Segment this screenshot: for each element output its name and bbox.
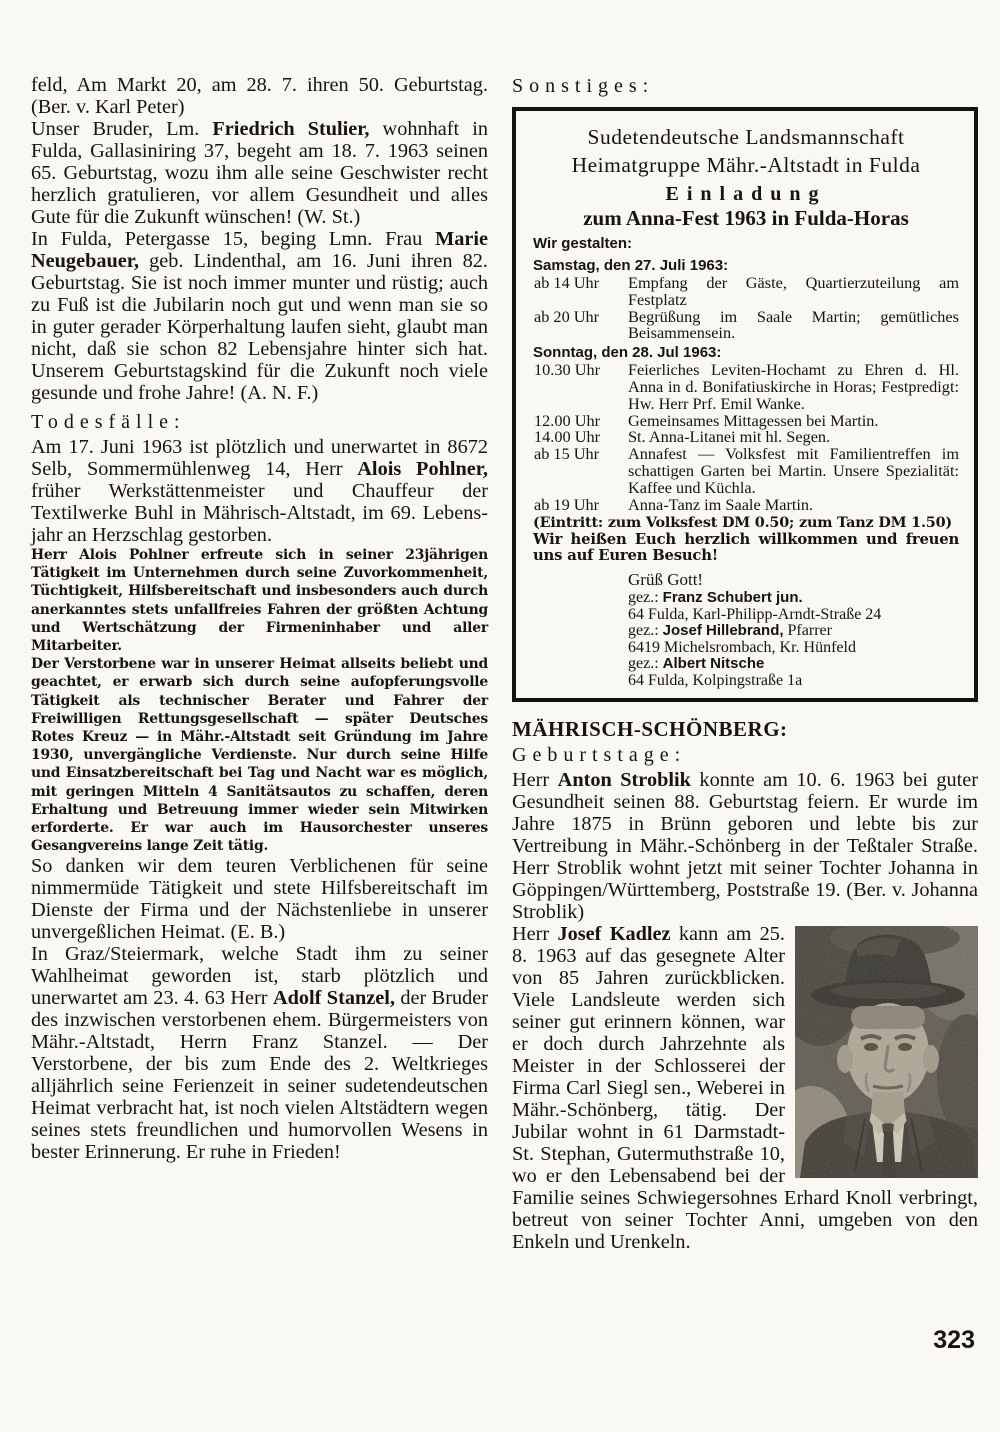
signature-name: Josef Hillebrand, <box>662 622 784 640</box>
paragraph-text: kann am 25. 8. 1963 auf das gesegnete Alter von 85 Jahren zurückblicken. Viele Landsleute werden sich seiner gut erinnern können, war er doch durch Jahrzehnte als Meister in der Schlosserei der Firma Carl Siegl sen., Weberei in Mähr.-Schönberg, tätig. Der Jubilar wohnt in 61 Darmstadt-St. Stephan, Gutermuthstraße 10, wo er den Lebensabend bei der Familie seines Schwiegersohnes Erhard Knoll verbringt, betreut von seiner Tochter Anni, umgeben von den Enkeln und Urenkeln. <box>512 922 978 1253</box>
paragraph-neugebauer-birthday <box>31 228 488 404</box>
signature-address: 6419 Michelsrombach, Kr. Hünfeld <box>628 638 856 656</box>
welcome-text: Wir heißen Euch herzlich willkommen und freuen uns auf Euren Besuch! <box>533 530 959 565</box>
schedule-row <box>533 275 959 309</box>
signature-line <box>628 590 959 607</box>
schedule-text: Begrüßung im Saale Martin; gemütliches Beisammensein. <box>628 306 959 343</box>
left-column <box>31 74 488 1163</box>
invitation-title-line1: Sudetendeutsche Landsmannschaft <box>587 125 905 149</box>
schedule-row <box>533 362 959 412</box>
signature-prefix: gez.: <box>628 655 663 673</box>
person-name-bold: Adolf Stanzel, <box>272 987 395 1010</box>
paragraph-text: konnte am 10. 6. 1963 bei guter Gesundheit seinen 88. Geburtstag feiern. Er wurde im Jahre 1875 in Brünn geboren und lebte bis zur Vertreibung in Mähr.-Schönberg in der Teßtaler Straße. Herr Stroblik wohnt jetzt mit seiner Tochter Johanna in Göppingen/Württemberg, Poststraße 19. (Ber. v. Johanna Stroblik) <box>512 768 979 923</box>
signature-block <box>628 569 959 690</box>
section-heading-maehrisch-schoenberg: MÄHRISCH-SCHÖNBERG: <box>512 716 788 741</box>
schedule-time: ab 19 Uhr <box>534 494 600 514</box>
paragraph-pohlner-thanks: So danken wir dem teuren Verblichenen für seine nimmermüde Tätigkeit und stete Hilfsbereitschaft im Dienste der Firma und der Nächstenliebe in unserer unvergeßlichen Heimat. (E. B.) <box>31 855 488 944</box>
paragraph-text: Am 17. Juni 1963 ist plötzlich und unerwartet in 8672 Selb, Sommermühlenweg 14, Herr <box>31 436 488 480</box>
schedule-time: ab 14 Uhr <box>534 273 600 292</box>
photo-grain-overlay <box>795 926 978 1178</box>
person-name-bold: Josef Kadlez <box>557 922 671 945</box>
schedule-time: 10.30 Uhr <box>534 360 601 380</box>
signature-line <box>628 623 959 640</box>
person-name-bold: Friedrich Stulier, <box>212 118 370 140</box>
schedule-time: 14.00 Uhr <box>534 427 601 447</box>
schedule-time: ab 15 Uhr <box>534 444 600 464</box>
schedule-row <box>533 494 959 514</box>
schedule-text: Empfang der Gäste, Quartierzuteilung am Festplatz <box>628 273 959 309</box>
paragraph-pohlner-obituary <box>31 436 488 546</box>
paragraph-text: geb. Lindenthal, am 16. Juni ihren 82. Geburtstag. Sie ist noch immer munter und rüstig; auch zu Fuß ist die Jubilarin noch gut und wenn man sie so in guter gerader Körperhaltung laufen sieht, glaubt man nicht, daß sie schon 82 Lebensjahre hinter sich hat. Unserem Geburtstagskind für die Zukunft noch viele gesunde und frohe Jahre! (A. N. F.) <box>31 250 488 404</box>
signature-suffix: Pfarrer <box>783 622 832 640</box>
invitation-heading: Einladung <box>665 183 827 205</box>
schedule-day1-heading: Samstag, den 27. Juli 1963: <box>533 257 729 274</box>
paragraph-text: Herr <box>512 768 558 791</box>
paragraph-text: wohnhaft in Fulda, Gallasiniring 37, begeht am 18. 7. 1963 seinen 65. Geburtstag, wozu ihm alle seine Geschwister recht herzlich gratulieren, vor allem Gesundheit und alles Gute für die Zukunft wünschen! (W. St.) <box>31 118 488 228</box>
greeting-gruss-gott: Grüß Gott! <box>628 569 704 589</box>
schedule-row <box>533 446 959 496</box>
schedule-text: Annafest — Volksfest mit Familientreffen im schattigen Garten bei Martin. Unsere Spezialität: Kaffee und Küchla. <box>628 444 959 497</box>
signature-line <box>628 656 959 673</box>
paragraph-text: In Graz/Steiermark, welche Stadt ihm zu seiner Wahlheimat geworden ist, starb plötzlich und unerwartet am 23. 4. 63 Herr <box>31 943 488 1010</box>
paragraph-stanzel-obituary <box>31 943 488 1163</box>
schedule-text: Gemeinsames Mittagessen bei Martin. <box>628 410 879 430</box>
schedule-day2-heading: Sonntag, den 28. Jul 1963: <box>533 344 722 362</box>
admission-note: (Eintritt: zum Volksfest DM 0.50; zum Tanz DM 1.50) <box>533 514 953 532</box>
invitation-title-line2: Heimatgruppe Mähr.-Altstadt in Fulda <box>571 153 921 177</box>
signature-prefix: gez.: <box>628 622 663 640</box>
section-heading-sonstiges: Sonstiges: <box>512 75 655 97</box>
signature-name: Albert Nitsche <box>662 655 765 673</box>
paragraph-text: der Bruder des inzwischen verstorbenen ehem. Bürgermeisters von Mähr.-Altstadt, Herrn Franz Stanzel. — Der Verstorbene, der bis zum Ende des 2. Weltkrieges alljährlich seine Ferienzeit in seiner sudetendeutschen Heimat verbracht hat, ist noch vielen Altstädtern wegen seines stets freundlichen und humorvollen Wesens in bester Erinnerung. Er ruhe in Frieden! <box>31 987 488 1164</box>
schedule-text: St. Anna-Litanei mit hl. Segen. <box>628 427 831 447</box>
paragraph-birthday-continued <box>31 74 488 118</box>
schedule-time: ab 20 Uhr <box>534 306 600 326</box>
paragraph-text: Unser Bruder, Lm. <box>31 118 213 140</box>
invitation-subtitle: zum Anna-Fest 1963 in Fulda-Horas <box>583 206 909 230</box>
schedule-time: 12.00 Uhr <box>534 410 601 430</box>
paragraph-pohlner-tribute-1: Herr Alois Pohlner erfreute sich in seiner 23jährigen Tätigkeit im Unternehmen durch seine Zuvorkommenheit, Tüchtigkeit, Hilfsbereitschaft und insbesonders auch durch anerkanntes stets unfallfreies Fahren der größten Achtung und Wertschätzung der Firmeninhaber und aller Mitarbeiter. <box>31 547 488 655</box>
invitation-lead: Wir gestalten: <box>533 235 633 252</box>
person-name-bold: Marie Neugebauer, <box>31 228 488 272</box>
right-column <box>512 74 978 1253</box>
paragraph-pohlner-tribute-2: Der Verstorbene war in unserer Heimat allseits beliebt und geachtet, er erwarb sich durch seine aufopferungsvolle Tätigkeit als technischer Berater und Fahrer der Freiwilligen Rettungsgesellschaft — später Deutsches Rotes Kreuz — in Mähr.-Altstadt seit Gründung im Jahre 1930, unvergängliche Verdienste. Nur durch seine Hilfe und Einsatzbereitschaft bei Tag und Nacht war es möglich, mit geringen Mitteln 4 Sanitätsautos zu schaffen, deren Erhaltung und Betreuung immer wieder sein Mitwirken erforderte. Er war auch im Hausorchester unseres Gesangvereins lange Zeit tätig. <box>31 656 488 855</box>
signature-name: Franz Schubert jun. <box>662 588 803 606</box>
paragraph-stroblik-birthday <box>512 769 978 923</box>
paragraph-text: feld, Am Markt 20, am 28. 7. ihren 50. Geburtstag. (Ber. v. Karl Peter) <box>31 74 488 118</box>
schedule-text: Anna-Tanz im Saale Martin. <box>628 494 814 514</box>
paragraph-text: Herr <box>512 922 558 945</box>
person-name-bold: Alois Pohlner, <box>357 458 488 480</box>
schedule-text: Feierliches Leviten-Hochamt zu Ehren d. Hl. Anna in d. Bonifatiuskirche in Horas; Festpredigt: Hw. Herr Prf. Emil Wanke. <box>628 360 959 413</box>
person-name-bold: Anton Stroblik <box>557 768 691 791</box>
schedule-row <box>533 306 959 343</box>
signature-address: 64 Fulda, Kolpingstraße 1a <box>628 671 803 689</box>
paragraph-stulier-birthday <box>31 118 488 228</box>
page-number: 323 <box>933 1326 975 1354</box>
section-heading-geburtstage: Geburtstage: <box>512 743 687 766</box>
signature-address: 64 Fulda, Karl-Philipp-Arndt-Straße 24 <box>628 605 882 623</box>
paragraph-kadlez-birthday <box>512 923 978 1253</box>
invitation-box <box>512 107 978 702</box>
elderly-man-portrait-photo <box>795 926 978 1178</box>
signature-prefix: gez.: <box>628 588 663 606</box>
photo-josef-kadlez <box>795 926 978 1178</box>
section-heading-todesfaelle: Todesfälle: <box>31 411 186 433</box>
paragraph-text: In Fulda, Petergasse 15, beging Lmn. Frau <box>31 228 436 250</box>
paragraph-text: früher Werkstättenmeister und Chauffeur der Textilwerke Buhl in Mährisch-Altstadt, im 69. Lebensjahr an Herzschlag gestorben. <box>31 480 488 546</box>
